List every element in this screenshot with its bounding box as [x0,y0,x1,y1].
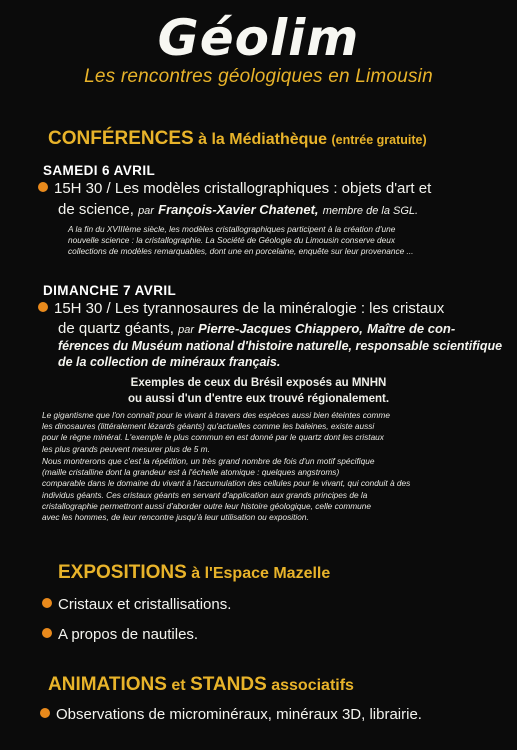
day1-desc-line: nouvelle science : la cristallographie. La Société de Géologie du Limousin conserve deux [68,235,396,246]
day1-by: par [138,205,154,217]
bullet-icon [42,598,52,608]
bullet-icon [42,628,52,638]
expositions-heading [58,562,330,584]
bullet-icon [38,302,48,312]
exposition-item [42,626,198,643]
day2-role-line3: férences du Muséum national d'histoire naturelle, responsable scientifique [58,339,503,353]
animations-heading-rest: associatifs [271,677,354,694]
day2-desc-line: avec les hommes, de leur rencontre jusqu'à leur utilisation ou exposition. [42,512,309,523]
day1-desc-line: A la fin du XVIIIème siècle, les modèles cristallographiques participent à la création d'une [68,224,396,234]
bullet-icon [40,708,50,718]
day1-description [68,224,483,258]
day2-note-line2: ou aussi d'un d'entre eux trouvé régionalement. [127,393,390,405]
bullet-icon [38,182,48,192]
day1-talk-line1 [38,180,431,197]
animations-heading-stands: STANDS [190,674,267,695]
exposition-item [42,596,231,613]
animations-heading-and: et [171,677,186,694]
day2-description-1 [42,410,482,455]
day1-desc-line: collections de modèles remarquables, dont une en porcelaine, enquête sur leur provenance ... [68,246,414,257]
animations-heading-main: ANIMATIONS [48,674,167,695]
exposition-item-label: Cristaux et cristallisations. [58,596,232,613]
day2-desc-line: (maille cristalline dont la grandeur est à l'échelle atomique : quelques angstroms) [42,467,340,478]
title-block [0,10,517,66]
day2-talk-title-end: de quartz géants, [58,320,174,337]
day1-talk-title-end: de science, [58,201,134,218]
day1-label: SAMEDI 6 AVRIL [43,163,156,178]
day2-desc-line: pour le règne minéral. L'exemple le plus commun en est donné par le quartz dont les cristaux [42,432,384,443]
day2-author: Pierre-Jacques Chiappero, [198,321,363,336]
day1-talk-line2 [58,201,418,218]
day2-desc-line: cristallographie permettront aussi d'aborder outre leur histoire géologique, celle commune [42,500,372,511]
animation-item [40,706,422,723]
conferences-heading-venue: à la Médiathèque [198,131,328,148]
animation-item-label: Observations de microminéraux, minéraux 3D, librairie. [56,706,422,723]
day2-desc-line: comparable dans le domaine du vivant à l'accumulation des cellules pour le vivant, qui conduit à des [42,478,411,489]
day2-by: par [178,324,194,336]
day2-desc-line: les plus grands peuvent mesurer plus de 5 m. [42,443,210,454]
day1-talk-title: 15H 30 / Les modèles cristallographiques : objets d'art et [54,180,432,197]
conferences-heading-note: (entrée gratuite) [331,133,427,147]
day2-label: DIMANCHE 7 AVRIL [43,283,177,298]
expositions-heading-main: EXPOSITIONS [58,562,187,583]
day2-description-2 [42,456,482,523]
page-subtitle: Les rencontres géologiques en Limousin [84,66,433,87]
day1-role: membre de la SGL. [322,205,419,217]
day2-desc-line: individus géants. Ces cristaux géants en servant d'application aux grands principes de la [42,489,368,500]
page-title: Géolim [157,9,360,67]
day2-desc-line: Le gigantisme que l'on connaît pour le vivant à travers des espèces aussi bien éteintes comme [42,410,390,420]
day2-role-start: Maître de con- [367,321,456,336]
day2-desc-line: les dinosaures (littéralement lézards géants) qu'actuelles comme les baleines, existe aussi [42,421,375,432]
day2-exhibit-note [0,375,517,407]
day2-talk-line1 [38,300,444,317]
conferences-heading [48,128,427,150]
day1-author: François-Xavier Chatenet, [158,202,319,217]
day2-role-line4: de la collection de minéraux français. [58,355,281,369]
day2-talk-title: 15H 30 / Les tyrannosaures de la minéralogie : les cristaux [54,300,445,317]
exposition-item-label: A propos de nautiles. [58,626,199,643]
conferences-heading-main: CONFÉRENCES [48,128,194,149]
day2-note-line1: Exemples de ceux du Brésil exposés au MNHN [130,377,387,389]
animations-heading [48,674,354,696]
day2-desc-line: Nous montrerons que c'est la répétition, un très grand nombre de fois d'un motif spécifique [42,456,375,466]
expositions-heading-venue: à l'Espace Mazelle [191,565,331,582]
day2-talk-line2 [58,320,455,337]
